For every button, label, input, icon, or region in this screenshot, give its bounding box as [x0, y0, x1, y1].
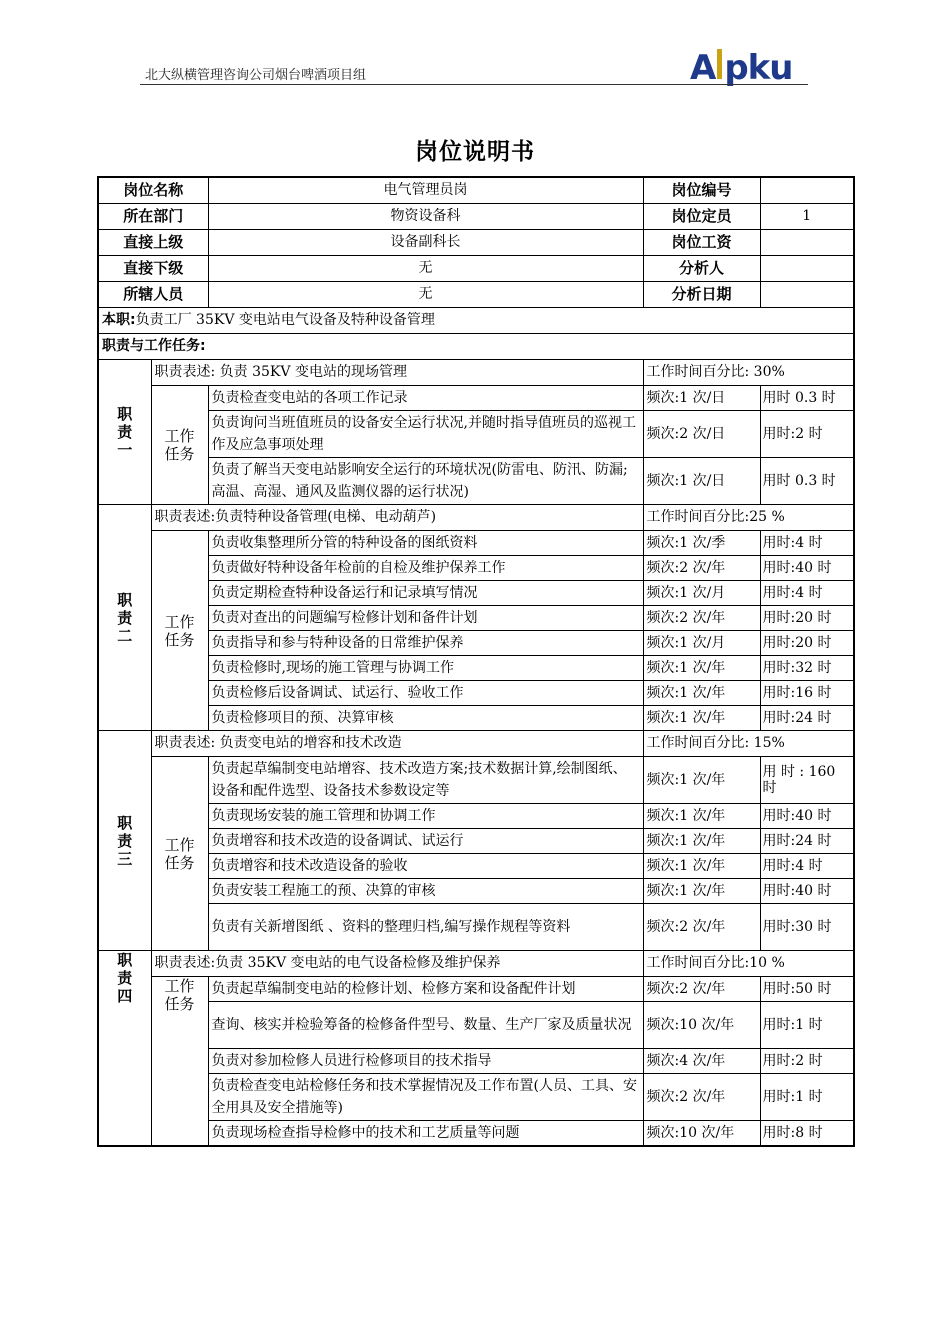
main-duty-text: 负责工厂 35KV 变电站电气设备及特种设备管理	[135, 312, 435, 328]
task-label-word: 工作	[164, 427, 195, 445]
task-row	[98, 804, 854, 829]
duty-label-char: 四	[117, 987, 133, 1005]
task-text: 负责检查变电站的各项工作记录	[208, 386, 643, 411]
task-row	[98, 386, 854, 411]
duties-header	[98, 334, 854, 360]
info-label: 所辖人员	[98, 282, 208, 308]
info-row	[98, 204, 854, 230]
task-frequency: 频次:10 次/年	[643, 1121, 760, 1147]
task-frequency: 频次:1 次/季	[643, 531, 760, 556]
duty-desc-row	[98, 951, 854, 977]
company-header: 北大纵横管理咨询公司烟台啤酒项目组	[145, 68, 367, 83]
task-text: 负责对参加检修人员进行检修项目的技术指导	[208, 1049, 643, 1074]
task-row	[98, 1121, 854, 1147]
task-label-word: 任务	[164, 853, 195, 872]
duty-label-char: 三	[117, 849, 133, 868]
task-text: 负责收集整理所分管的特种设备的图纸资料	[208, 531, 643, 556]
duty-description: 职责表述:负责 35KV 变电站的电气设备检修及维护保养	[151, 951, 643, 977]
main-duty-row	[98, 308, 854, 334]
header-divider	[140, 84, 808, 85]
task-duration: 用时:1 时	[760, 1002, 854, 1049]
info-value: 电气管理员岗	[208, 177, 643, 204]
task-text: 负责现场安装的施工管理和协调工作	[208, 804, 643, 829]
duty-label-char: 职	[117, 813, 133, 832]
task-row	[98, 977, 854, 1002]
task-label-word: 任务	[164, 995, 195, 1013]
task-text: 负责指导和参与特种设备的日常维护保养	[208, 631, 643, 656]
duty-time-percent: 工作时间百分比:25 %	[643, 505, 854, 531]
info-label: 分析人	[643, 256, 760, 282]
duty-description: 职责表述:负责特种设备管理(电梯、电动葫芦)	[151, 505, 643, 531]
info-row	[98, 177, 854, 204]
task-text: 负责定期检查特种设备运行和记录填写情况	[208, 581, 643, 606]
task-duration: 用时:4 时	[760, 581, 854, 606]
task-frequency: 频次:1 次/年	[643, 656, 760, 681]
duty-description: 职责表述: 负责 35KV 变电站的现场管理	[151, 360, 643, 386]
info-value	[760, 230, 854, 256]
info-value: 物资设备科	[208, 204, 643, 230]
task-row	[98, 581, 854, 606]
task-frequency: 频次:2 次/年	[643, 904, 760, 951]
task-frequency: 频次:1 次/月	[643, 581, 760, 606]
task-duration: 用时:40 时	[760, 804, 854, 829]
task-duration: 用时:32 时	[760, 656, 854, 681]
task-row	[98, 829, 854, 854]
task-row	[98, 706, 854, 731]
task-frequency: 频次:1 次/日	[643, 458, 760, 505]
task-label	[151, 977, 208, 1147]
task-frequency: 频次:1 次/年	[643, 757, 760, 804]
task-row	[98, 656, 854, 681]
task-frequency: 频次:1 次/年	[643, 854, 760, 879]
task-duration: 用时:24 时	[760, 829, 854, 854]
task-text: 负责起草编制变电站的检修计划、检修方案和设备配件计划	[208, 977, 643, 1002]
duty-label	[98, 731, 151, 951]
duty-desc-row	[98, 505, 854, 531]
task-frequency: 频次:1 次/年	[643, 829, 760, 854]
task-label	[151, 531, 208, 731]
task-row	[98, 531, 854, 556]
duty-label-char: 责	[117, 831, 133, 850]
task-frequency: 频次:1 次/年	[643, 879, 760, 904]
duty-label-char: 责	[117, 969, 133, 987]
task-text: 负责做好特种设备年检前的自检及维护保养工作	[208, 556, 643, 581]
task-row	[98, 631, 854, 656]
duty-label-char: 职	[117, 951, 133, 969]
duty-label-char: 职	[117, 405, 133, 423]
task-label-word: 任务	[164, 630, 195, 649]
task-label	[151, 757, 208, 951]
info-value: 无	[208, 282, 643, 308]
task-row	[98, 1049, 854, 1074]
task-duration: 用时:50 时	[760, 977, 854, 1002]
task-text: 负责检查变电站检修任务和技术掌握情况及工作布置(人员、工具、安全用具及安全措施等)	[208, 1074, 643, 1121]
info-value: 设备副科长	[208, 230, 643, 256]
task-duration: 用时:4 时	[760, 854, 854, 879]
task-frequency: 频次:2 次/年	[643, 556, 760, 581]
task-frequency: 频次:10 次/年	[643, 1002, 760, 1049]
duty-desc-row	[98, 731, 854, 757]
info-label: 岗位编号	[643, 177, 760, 204]
task-row	[98, 879, 854, 904]
task-duration: 用 时 : 160 时	[760, 757, 854, 804]
task-row	[98, 411, 854, 458]
task-text: 负责对查出的问题编写检修计划和备件计划	[208, 606, 643, 631]
document-title: 岗位说明书	[415, 139, 535, 165]
task-frequency: 频次:1 次/年	[643, 804, 760, 829]
info-label: 岗位名称	[98, 177, 208, 204]
task-frequency: 频次:1 次/日	[643, 386, 760, 411]
info-row	[98, 230, 854, 256]
task-text: 负责有关新增图纸 、资料的整理归档,编写操作规程等资料	[208, 904, 643, 951]
task-frequency: 频次:2 次/年	[643, 977, 760, 1002]
info-value: 1	[760, 204, 854, 230]
task-text: 负责检修项目的预、决算审核	[208, 706, 643, 731]
task-frequency: 频次:1 次/年	[643, 706, 760, 731]
duty-label	[98, 951, 151, 1147]
task-duration: 用时 0.3 时	[760, 386, 854, 411]
duties-header-text: 职责与工作任务:	[102, 338, 206, 354]
info-label: 分析日期	[643, 282, 760, 308]
task-row	[98, 904, 854, 951]
main-duty	[98, 308, 854, 334]
duties-header-row	[98, 334, 854, 360]
main-duty-label: 本职:	[102, 312, 136, 328]
task-duration: 用时:4 时	[760, 531, 854, 556]
task-row	[98, 556, 854, 581]
task-row	[98, 757, 854, 804]
task-label-word: 工作	[164, 612, 195, 631]
info-value: 无	[208, 256, 643, 282]
task-frequency: 频次:2 次/年	[643, 1074, 760, 1121]
info-label: 岗位定员	[643, 204, 760, 230]
duty-label	[98, 505, 151, 731]
company-logo: A pku	[690, 48, 793, 88]
task-duration: 用时:16 时	[760, 681, 854, 706]
duty-description: 职责表述: 负责变电站的增容和技术改造	[151, 731, 643, 757]
info-value	[760, 282, 854, 308]
task-row	[98, 681, 854, 706]
task-duration: 用时:2 时	[760, 411, 854, 458]
info-label: 所在部门	[98, 204, 208, 230]
task-text: 负责检修后设备调试、试运行、验收工作	[208, 681, 643, 706]
task-frequency: 频次:2 次/日	[643, 411, 760, 458]
task-frequency: 频次:4 次/年	[643, 1049, 760, 1074]
task-row	[98, 1074, 854, 1121]
task-duration: 用时:20 时	[760, 631, 854, 656]
task-text: 负责检修时,现场的施工管理与协调工作	[208, 656, 643, 681]
task-text: 负责现场检查指导检修中的技术和工艺质量等问题	[208, 1121, 643, 1147]
task-label-word: 工作	[164, 977, 195, 995]
info-row	[98, 256, 854, 282]
duty-time-percent: 工作时间百分比: 30%	[643, 360, 854, 386]
task-duration: 用时:40 时	[760, 879, 854, 904]
task-duration: 用时:30 时	[760, 904, 854, 951]
task-label-word: 任务	[164, 445, 195, 463]
task-frequency: 频次:2 次/年	[643, 606, 760, 631]
duty-time-percent: 工作时间百分比: 15%	[643, 731, 854, 757]
duty-label-char: 一	[117, 441, 133, 459]
info-label: 岗位工资	[643, 230, 760, 256]
info-value	[760, 177, 854, 204]
task-text: 负责增容和技术改造设备的验收	[208, 854, 643, 879]
task-row	[98, 1002, 854, 1049]
task-label	[151, 386, 208, 505]
task-label-word: 工作	[164, 835, 195, 854]
task-duration: 用时:8 时	[760, 1121, 854, 1147]
task-text: 负责起草编制变电站增容、技术改造方案;技术数据计算,绘制图纸、设备和配件选型、设备技术参数设定等	[208, 757, 643, 804]
task-duration: 用时:24 时	[760, 706, 854, 731]
task-duration: 用时 0.3 时	[760, 458, 854, 505]
task-duration: 用时:40 时	[760, 556, 854, 581]
task-frequency: 频次:1 次/年	[643, 681, 760, 706]
info-row	[98, 282, 854, 308]
duty-label-char: 责	[117, 608, 133, 627]
task-frequency: 频次:1 次/月	[643, 631, 760, 656]
task-duration: 用时:1 时	[760, 1074, 854, 1121]
task-text: 负责增容和技术改造的设备调试、试运行	[208, 829, 643, 854]
task-duration: 用时:20 时	[760, 606, 854, 631]
task-row	[98, 458, 854, 505]
task-row	[98, 606, 854, 631]
duty-time-percent: 工作时间百分比:10 %	[643, 951, 854, 977]
info-label: 直接下级	[98, 256, 208, 282]
task-text: 负责询问当班值班员的设备安全运行状况,并随时指导值班员的巡视工作及应急事项处理	[208, 411, 643, 458]
task-text: 负责安装工程施工的预、决算的审核	[208, 879, 643, 904]
task-text: 查询、核实并检验筹备的检修备件型号、数量、生产厂家及质量状况	[208, 1002, 643, 1049]
info-value	[760, 256, 854, 282]
duty-label-char: 二	[117, 626, 133, 645]
info-label: 直接上级	[98, 230, 208, 256]
task-duration: 用时:2 时	[760, 1049, 854, 1074]
task-text: 负责了解当天变电站影响安全运行的环境状况(防雷电、防汛、防漏;高温、高湿、通风及监测仪器的运行状况)	[208, 458, 643, 505]
duty-label-char: 责	[117, 423, 133, 441]
duty-desc-row	[98, 360, 854, 386]
task-row	[98, 854, 854, 879]
duty-label-char: 职	[117, 590, 133, 609]
job-description-table	[97, 176, 855, 1147]
duty-label	[98, 360, 151, 505]
logo-accent-bar	[717, 49, 722, 79]
